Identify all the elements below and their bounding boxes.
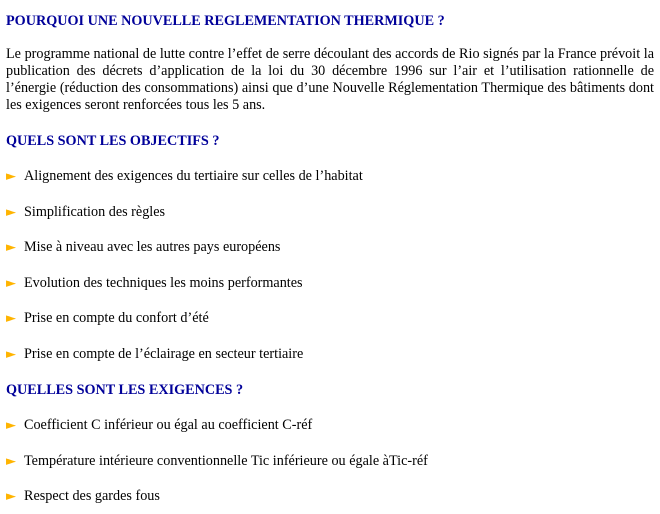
list-item (6, 167, 654, 185)
list-item-text: Température intérieure conventionnelle Tic inférieure ou égale àTic-réf (24, 452, 428, 469)
list-item-text: Alignement des exigences du tertiaire sur celles de l’habitat (24, 168, 363, 184)
list-item (6, 487, 654, 505)
right-pointer-icon: ► (6, 169, 16, 184)
right-pointer-icon: ► (6, 489, 16, 505)
intro-paragraph: Le programme national de lutte contre l’effet de serre découlant des accords de Rio signés par la France prévoit la publication des décrets d’application de la loi du 30 décembre 1996 sur l’air et l’utilisation rationnelle de l’énergie (réduction des consommations) ainsi que d’une Nouvelle Réglementation Thermique des bâtiments dont les exigences seront renforcées tous les 5 ans. (6, 46, 654, 113)
list-item-text: Evolution des techniques les moins performantes (24, 274, 303, 291)
right-pointer-icon: ► (6, 204, 16, 220)
list-item (6, 452, 654, 470)
list-item (6, 416, 654, 434)
list-item-text: Coefficient C inférieur ou égal au coefficient C-réf (24, 416, 313, 433)
list-item-text: Prise en compte de l’éclairage en secteur tertiaire (24, 345, 304, 362)
right-pointer-icon: ► (6, 453, 16, 469)
right-pointer-icon: ► (6, 417, 16, 433)
right-pointer-icon: ► (6, 346, 16, 362)
list-item (6, 203, 654, 221)
list-item (6, 274, 654, 292)
section-title-requirements: QUELLES SONT LES EXIGENCES ? (6, 381, 244, 398)
list-item-text: Simplification des règles (24, 203, 166, 220)
list-item-text: Respect des gardes fous (24, 488, 160, 505)
right-pointer-icon: ► (6, 240, 16, 256)
list-item (6, 238, 654, 256)
requirements-list (6, 416, 654, 505)
right-pointer-icon: ► (6, 311, 16, 327)
objectives-list (6, 167, 654, 363)
right-pointer-icon: ► (6, 275, 16, 291)
list-item (6, 309, 654, 327)
list-item-text: Prise en compte du confort d’été (24, 310, 209, 327)
section-title-why: POURQUOI UNE NOUVELLE REGLEMENTATION THERMIQUE ? (6, 13, 445, 29)
list-item (6, 345, 654, 363)
list-item-text: Mise à niveau avec les autres pays européens (24, 239, 281, 256)
section-title-objectives: QUELS SONT LES OBJECTIFS ? (6, 133, 220, 149)
